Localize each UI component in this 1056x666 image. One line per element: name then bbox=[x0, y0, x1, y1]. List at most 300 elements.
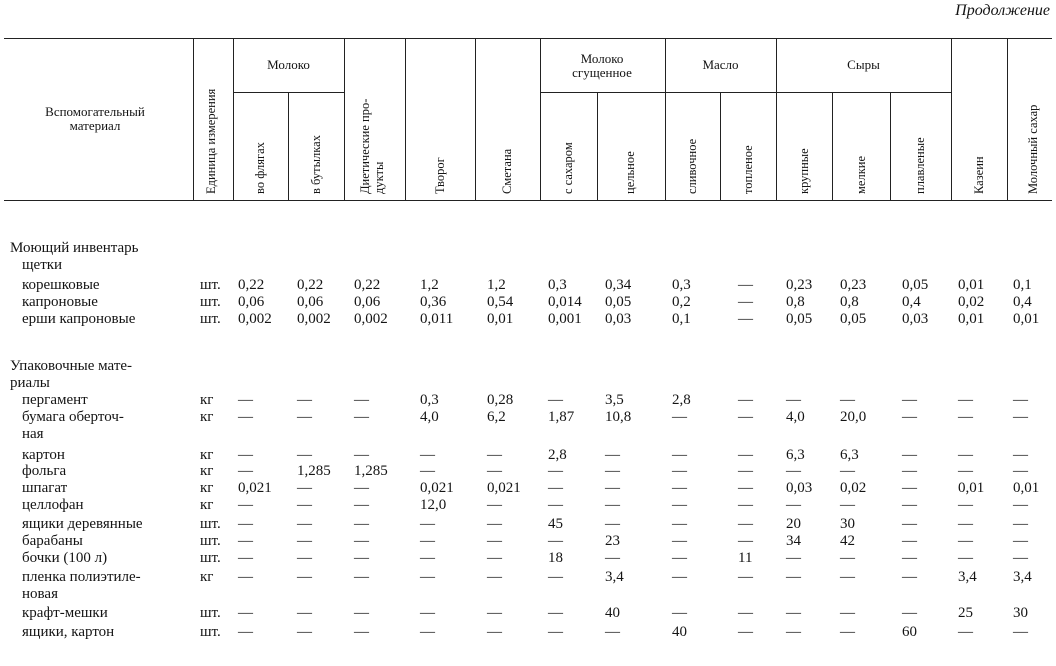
row-label: ящики деревянные bbox=[22, 516, 143, 532]
table-cell: — bbox=[420, 624, 435, 640]
table-cell: 40 bbox=[605, 605, 620, 621]
header-condensed: Молоко сгущенное bbox=[572, 51, 632, 80]
table-cell: — bbox=[487, 550, 502, 566]
section-packaging bbox=[0, 358, 1056, 375]
table-cell: 0,01 bbox=[1013, 480, 1040, 496]
header-cheese-large: крупные bbox=[797, 148, 811, 194]
table-cell: — bbox=[672, 447, 687, 463]
table-row bbox=[0, 586, 1056, 603]
table-cell: 30 bbox=[840, 516, 855, 532]
row-label: бочки (100 л) bbox=[22, 550, 108, 566]
table-cell: — bbox=[238, 392, 253, 408]
table-cell: 0,01 bbox=[958, 480, 985, 496]
table-cell: — bbox=[672, 463, 687, 479]
row-unit: шт. bbox=[200, 624, 221, 640]
header-material: Вспомогательный материал bbox=[45, 104, 145, 133]
table-cell: — bbox=[420, 550, 435, 566]
table-cell: — bbox=[1013, 624, 1028, 640]
table-cell: — bbox=[1013, 497, 1028, 513]
table-cell: — bbox=[297, 516, 312, 532]
table-cell: — bbox=[958, 392, 973, 408]
table-cell: — bbox=[840, 569, 855, 585]
table-cell: — bbox=[958, 624, 973, 640]
row-unit: шт. bbox=[200, 311, 221, 327]
table-cell: — bbox=[840, 605, 855, 621]
table-cell: — bbox=[958, 550, 973, 566]
table-cell: 1,285 bbox=[297, 463, 331, 479]
col-divider bbox=[597, 92, 598, 200]
table-cell: — bbox=[958, 516, 973, 532]
table-cell: — bbox=[786, 550, 801, 566]
table-cell: — bbox=[738, 497, 753, 513]
table-cell: — bbox=[354, 605, 369, 621]
table-cell: 0,02 bbox=[840, 480, 867, 496]
table-cell: — bbox=[297, 409, 312, 425]
table-cell: 20,0 bbox=[840, 409, 867, 425]
row-unit: шт. bbox=[200, 533, 221, 549]
table-cell: — bbox=[297, 605, 312, 621]
col-divider bbox=[890, 92, 891, 200]
table-cell: 0,1 bbox=[1013, 277, 1032, 293]
header-unit: Единица измерения bbox=[204, 88, 218, 194]
table-cell: 45 bbox=[548, 516, 563, 532]
table-cell: — bbox=[738, 392, 753, 408]
table-cell: — bbox=[487, 463, 502, 479]
table-cell: — bbox=[738, 569, 753, 585]
table-cell: 4,0 bbox=[786, 409, 805, 425]
section-washing-label: Моющий инвентарь bbox=[10, 240, 139, 256]
table-cell: — bbox=[902, 480, 917, 496]
col-divider bbox=[951, 38, 952, 200]
table-cell: — bbox=[738, 463, 753, 479]
table-cell: 0,03 bbox=[605, 311, 632, 327]
table-cell: — bbox=[487, 569, 502, 585]
table-cell: 0,3 bbox=[548, 277, 567, 293]
header-butter: Масло bbox=[702, 57, 739, 72]
table-cell: — bbox=[958, 409, 973, 425]
table-cell: — bbox=[548, 569, 563, 585]
table-cell: 34 bbox=[786, 533, 801, 549]
table-cell: — bbox=[840, 497, 855, 513]
table-cell: — bbox=[420, 533, 435, 549]
table-cell: 1,2 bbox=[420, 277, 439, 293]
row-label: ящики, картон bbox=[22, 624, 115, 640]
row-label: пергамент bbox=[22, 392, 88, 408]
row-unit: кг bbox=[200, 480, 214, 496]
table-cell: — bbox=[672, 550, 687, 566]
row-unit: шт. bbox=[200, 550, 221, 566]
row-unit: шт. bbox=[200, 294, 221, 310]
table-cell: 0,23 bbox=[786, 277, 813, 293]
table-cell: — bbox=[672, 605, 687, 621]
table-row bbox=[0, 426, 1056, 443]
header-tvorog: Творог bbox=[433, 157, 447, 194]
table-cell: — bbox=[297, 624, 312, 640]
table-cell: 0,06 bbox=[238, 294, 265, 310]
col-divider bbox=[475, 38, 476, 200]
table-row bbox=[0, 277, 1056, 294]
table-cell: 0,54 bbox=[487, 294, 514, 310]
table-cell: — bbox=[958, 463, 973, 479]
table-cell: — bbox=[487, 533, 502, 549]
header-milk-cans: во флягах bbox=[253, 142, 267, 194]
table-cell: 2,8 bbox=[672, 392, 691, 408]
table-cell: — bbox=[354, 409, 369, 425]
table-row bbox=[0, 392, 1056, 409]
table-row bbox=[0, 447, 1056, 464]
table-cell: 40 bbox=[672, 624, 687, 640]
table-cell: 1,87 bbox=[548, 409, 575, 425]
table-cell: 3,4 bbox=[1013, 569, 1032, 585]
table-cell: 6,3 bbox=[840, 447, 859, 463]
table-cell: — bbox=[786, 605, 801, 621]
table-cell: — bbox=[1013, 463, 1028, 479]
table-cell: 1,2 bbox=[487, 277, 506, 293]
table-cell: — bbox=[672, 516, 687, 532]
section-packaging-label-1: Упаковочные мате- bbox=[10, 358, 133, 374]
table-cell: — bbox=[605, 497, 620, 513]
table-cell: — bbox=[354, 516, 369, 532]
table-cell: 0,03 bbox=[786, 480, 813, 496]
col-divider bbox=[540, 38, 541, 200]
table-cell: 0,8 bbox=[840, 294, 859, 310]
table-cell: — bbox=[902, 409, 917, 425]
row-unit: шт. bbox=[200, 605, 221, 621]
table-cell: — bbox=[354, 550, 369, 566]
table-cell: — bbox=[738, 409, 753, 425]
table-cell: — bbox=[354, 497, 369, 513]
table-cell: — bbox=[672, 533, 687, 549]
table-cell: — bbox=[297, 497, 312, 513]
col-divider bbox=[1007, 38, 1008, 200]
table-cell: 0,01 bbox=[487, 311, 514, 327]
table-cell: 0,22 bbox=[354, 277, 381, 293]
table-cell: — bbox=[548, 480, 563, 496]
table-cell: 0,002 bbox=[238, 311, 272, 327]
header-casein: Казеин bbox=[972, 156, 986, 194]
table-cell: — bbox=[605, 447, 620, 463]
table-cell: — bbox=[238, 605, 253, 621]
table-cell: — bbox=[238, 497, 253, 513]
table-cell: 0,36 bbox=[420, 294, 447, 310]
table-cell: — bbox=[786, 463, 801, 479]
table-row bbox=[0, 480, 1056, 497]
table-row bbox=[0, 624, 1056, 641]
table-cell: — bbox=[297, 550, 312, 566]
table-cell: — bbox=[297, 392, 312, 408]
row-unit: кг bbox=[200, 409, 214, 425]
table-cell: 12,0 bbox=[420, 497, 447, 513]
section-brushes-label: щетки bbox=[22, 257, 63, 273]
table-cell: 0,28 bbox=[487, 392, 514, 408]
row-unit: кг bbox=[200, 392, 214, 408]
table-cell: — bbox=[548, 463, 563, 479]
col-divider bbox=[832, 92, 833, 200]
table-cell: 6,3 bbox=[786, 447, 805, 463]
table-cell: 2,8 bbox=[548, 447, 567, 463]
table-cell: — bbox=[605, 550, 620, 566]
table-row bbox=[0, 497, 1056, 514]
table-header-bottom-rule bbox=[4, 200, 1052, 201]
table-cell: — bbox=[902, 533, 917, 549]
header-cond-whole: цельное bbox=[623, 151, 637, 194]
table-cell: 0,021 bbox=[238, 480, 272, 496]
col-divider bbox=[288, 92, 289, 200]
table-cell: 10,8 bbox=[605, 409, 632, 425]
table-cell: 0,014 bbox=[548, 294, 582, 310]
table-cell: 11 bbox=[738, 550, 753, 566]
table-cell: 0,23 bbox=[840, 277, 867, 293]
continuation-label: Продолжение bbox=[955, 2, 1050, 19]
table-cell: — bbox=[420, 605, 435, 621]
header-dietary: Диетические про- дукты bbox=[358, 98, 386, 194]
table-cell: — bbox=[605, 463, 620, 479]
row-unit: шт. bbox=[200, 516, 221, 532]
table-cell: 0,3 bbox=[420, 392, 439, 408]
table-cell: 1,285 bbox=[354, 463, 388, 479]
table-cell: — bbox=[297, 533, 312, 549]
row-label: ерши капроновые bbox=[22, 311, 136, 327]
col-divider bbox=[193, 38, 194, 200]
table-row bbox=[0, 311, 1056, 328]
table-cell: 0,05 bbox=[786, 311, 813, 327]
table-cell: 0,4 bbox=[1013, 294, 1032, 310]
table-cell: — bbox=[238, 516, 253, 532]
header-cheese-processed: плавленые bbox=[913, 137, 927, 194]
header-butter-cream: сливочное bbox=[685, 138, 699, 194]
table-cell: 0,2 bbox=[672, 294, 691, 310]
table-cell: — bbox=[420, 447, 435, 463]
table-cell: — bbox=[738, 533, 753, 549]
table-cell: 0,01 bbox=[958, 277, 985, 293]
table-cell: 3,4 bbox=[958, 569, 977, 585]
table-cell: 0,34 bbox=[605, 277, 632, 293]
subheader-rule-cheese bbox=[776, 92, 951, 93]
row-label: капроновые bbox=[22, 294, 98, 310]
section-washing bbox=[0, 240, 1056, 257]
table-cell: 0,22 bbox=[238, 277, 265, 293]
table-cell: 0,002 bbox=[354, 311, 388, 327]
row-label: барабаны bbox=[22, 533, 83, 549]
table-cell: 0,06 bbox=[354, 294, 381, 310]
table-cell: — bbox=[958, 447, 973, 463]
table-cell: — bbox=[238, 550, 253, 566]
table-cell: — bbox=[487, 624, 502, 640]
table-cell: — bbox=[738, 480, 753, 496]
row-label: корешковые bbox=[22, 277, 100, 293]
section-packaging-label-2: риалы bbox=[10, 375, 50, 391]
table-cell: — bbox=[672, 480, 687, 496]
table-cell: 0,05 bbox=[840, 311, 867, 327]
table-cell: 0,002 bbox=[297, 311, 331, 327]
table-cell: 0,011 bbox=[420, 311, 454, 327]
table-cell: 0,001 bbox=[548, 311, 582, 327]
table-cell: 0,8 bbox=[786, 294, 805, 310]
table-cell: — bbox=[420, 569, 435, 585]
table-cell: — bbox=[238, 463, 253, 479]
row-label: новая bbox=[22, 586, 58, 602]
table-cell: — bbox=[487, 605, 502, 621]
table-cell: — bbox=[738, 277, 753, 293]
table-cell: — bbox=[738, 447, 753, 463]
table-cell: — bbox=[902, 447, 917, 463]
row-label: фольга bbox=[22, 463, 67, 479]
table-cell: — bbox=[354, 392, 369, 408]
table-cell: — bbox=[238, 409, 253, 425]
table-cell: — bbox=[902, 605, 917, 621]
table-cell: 0,3 bbox=[672, 277, 691, 293]
table-cell: — bbox=[354, 624, 369, 640]
table-row bbox=[0, 409, 1056, 426]
table-cell: — bbox=[786, 392, 801, 408]
table-cell: — bbox=[902, 550, 917, 566]
row-label: крафт-мешки bbox=[22, 605, 108, 621]
table-cell: — bbox=[605, 516, 620, 532]
header-cond-sugar: с сахаром bbox=[561, 142, 575, 194]
col-divider bbox=[720, 92, 721, 200]
table-row bbox=[0, 294, 1056, 311]
table-cell: 0,01 bbox=[1013, 311, 1040, 327]
row-label: шпагат bbox=[22, 480, 68, 496]
table-cell: — bbox=[1013, 409, 1028, 425]
table-cell: — bbox=[238, 533, 253, 549]
table-cell: — bbox=[902, 516, 917, 532]
table-cell: — bbox=[297, 480, 312, 496]
table-cell: — bbox=[420, 516, 435, 532]
table-cell: — bbox=[840, 624, 855, 640]
table-row bbox=[0, 533, 1056, 550]
table-cell: 0,06 bbox=[297, 294, 324, 310]
header-milk-bottles: в бутылках bbox=[309, 135, 323, 194]
table-cell: — bbox=[738, 294, 753, 310]
table-cell: 0,22 bbox=[297, 277, 324, 293]
table-row bbox=[0, 605, 1056, 622]
table-cell: — bbox=[487, 447, 502, 463]
table-cell: — bbox=[738, 311, 753, 327]
header-lactose: Молочный сахар bbox=[1026, 104, 1040, 194]
table-cell: 0,05 bbox=[605, 294, 632, 310]
table-cell: — bbox=[605, 480, 620, 496]
section-brushes bbox=[0, 257, 1056, 274]
table-cell: — bbox=[1013, 533, 1028, 549]
table-cell: — bbox=[354, 480, 369, 496]
table-cell: — bbox=[548, 533, 563, 549]
header-milk: Молоко bbox=[267, 57, 310, 72]
table-cell: 0,021 bbox=[487, 480, 521, 496]
table-row bbox=[0, 463, 1056, 480]
table-cell: 0,021 bbox=[420, 480, 454, 496]
table-cell: 0,05 bbox=[902, 277, 929, 293]
table-cell: 6,2 bbox=[487, 409, 506, 425]
table-cell: — bbox=[786, 497, 801, 513]
header-cheese-small: мелкие bbox=[854, 155, 868, 194]
table-cell: — bbox=[672, 497, 687, 513]
table-cell: — bbox=[672, 569, 687, 585]
table-cell: 42 bbox=[840, 533, 855, 549]
table-cell: — bbox=[958, 533, 973, 549]
row-unit: шт. bbox=[200, 277, 221, 293]
table-cell: — bbox=[738, 605, 753, 621]
header-cheese: Сыры bbox=[847, 57, 880, 72]
table-cell: — bbox=[548, 497, 563, 513]
table-cell: — bbox=[605, 624, 620, 640]
table-cell: — bbox=[238, 447, 253, 463]
table-cell: — bbox=[487, 516, 502, 532]
table-cell: — bbox=[1013, 516, 1028, 532]
header-smetana: Сметана bbox=[500, 148, 514, 194]
table-cell: — bbox=[238, 569, 253, 585]
table-cell: — bbox=[902, 569, 917, 585]
table-cell: — bbox=[548, 624, 563, 640]
table-cell: 3,5 bbox=[605, 392, 624, 408]
table-cell: — bbox=[840, 550, 855, 566]
table-cell: — bbox=[297, 447, 312, 463]
table-cell: — bbox=[354, 447, 369, 463]
col-divider bbox=[405, 38, 406, 200]
table-cell: — bbox=[354, 533, 369, 549]
table-cell: — bbox=[840, 463, 855, 479]
table-cell: — bbox=[902, 392, 917, 408]
table-cell: 60 bbox=[902, 624, 917, 640]
table-cell: 0,1 bbox=[672, 311, 691, 327]
table-top-rule bbox=[4, 38, 1052, 39]
table-cell: 30 bbox=[1013, 605, 1028, 621]
table-cell: 0,03 bbox=[902, 311, 929, 327]
table-cell: 0,02 bbox=[958, 294, 985, 310]
table-cell: — bbox=[420, 463, 435, 479]
table-cell: — bbox=[238, 624, 253, 640]
table-cell: 4,0 bbox=[420, 409, 439, 425]
table-cell: — bbox=[1013, 550, 1028, 566]
row-unit: кг bbox=[200, 569, 214, 585]
table-row bbox=[0, 550, 1056, 567]
table-cell: — bbox=[1013, 392, 1028, 408]
table-cell: — bbox=[1013, 447, 1028, 463]
table-cell: — bbox=[902, 497, 917, 513]
section-packaging-cont bbox=[0, 375, 1056, 392]
table-cell: — bbox=[786, 569, 801, 585]
table-cell: 20 bbox=[786, 516, 801, 532]
table-cell: 25 bbox=[958, 605, 973, 621]
subheader-rule-condensed bbox=[540, 92, 665, 93]
table-cell: 18 bbox=[548, 550, 563, 566]
row-unit: кг bbox=[200, 497, 214, 513]
table-row bbox=[0, 516, 1056, 533]
row-label: картон bbox=[22, 447, 65, 463]
table-cell: — bbox=[487, 497, 502, 513]
table-cell: — bbox=[297, 569, 312, 585]
row-unit: кг bbox=[200, 463, 214, 479]
table-cell: — bbox=[354, 569, 369, 585]
row-unit: кг bbox=[200, 447, 214, 463]
table-cell: — bbox=[548, 392, 563, 408]
header-butter-melted: топленое bbox=[741, 145, 755, 194]
row-label: ная bbox=[22, 426, 44, 442]
col-divider bbox=[344, 38, 345, 200]
table-cell: — bbox=[738, 516, 753, 532]
table-cell: 23 bbox=[605, 533, 620, 549]
table-cell: — bbox=[548, 605, 563, 621]
table-cell: 0,01 bbox=[958, 311, 985, 327]
table-cell: — bbox=[840, 392, 855, 408]
table-cell: 3,4 bbox=[605, 569, 624, 585]
table-cell: 0,4 bbox=[902, 294, 921, 310]
table-row bbox=[0, 569, 1056, 586]
table-cell: — bbox=[738, 624, 753, 640]
table-cell: — bbox=[902, 463, 917, 479]
row-label: бумага оберточ- bbox=[22, 409, 124, 425]
table-cell: — bbox=[958, 497, 973, 513]
